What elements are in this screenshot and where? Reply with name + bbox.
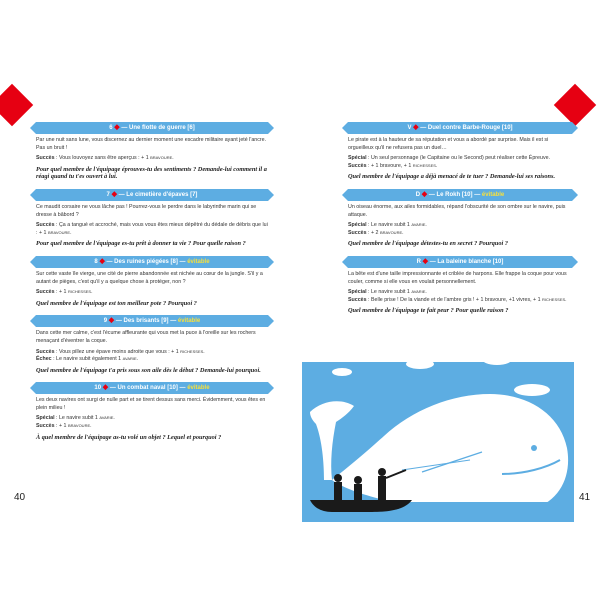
result-line: Succès : + 1 bravoure. (36, 423, 92, 430)
challenge-section (36, 382, 268, 441)
challenge-text: Un oiseau énorme, aux ailes formidables, répand l'obscurité de son ombre sur le navire, puis attaque. (348, 203, 566, 218)
challenge-title: Un combat naval [10] (117, 385, 178, 392)
challenge-banner: R ◆ — La baleine blanche [10] (348, 256, 572, 268)
challenge-section (348, 122, 572, 181)
challenge-title: Le cimetière d'épaves [7] (126, 191, 198, 198)
crew-question: Pour quel membre de l'équipage es-tu prêt à donner ta vie ? Pour quelle raison ? (36, 240, 246, 248)
result-line: Spécial : Le navire subit 1 avarie. (348, 289, 427, 296)
diamond-suit-icon (554, 84, 596, 126)
challenge-text: Les deux navires ont surgi de nulle part et se tirent dessus sans merci. Évidemment, vous êtes en plein milieu ! (36, 397, 266, 411)
challenge-section (36, 315, 268, 374)
challenge-text: Ce maudit corsaire ne vous lâche pas ! Pourrez-vous le perdre dans le labyrinthe marin qui se dresse à bâbord ? (36, 203, 257, 218)
result-line: Succès : Vous pillez une épave moins adroite que vous : + 1 richesses. (36, 348, 205, 355)
diamond-suit-icon: ◆ (421, 190, 428, 198)
challenge-text: Par une nuit sans lune, vous discernez au dernier moment une escadre militaire ayant jeté l'ancre. Pas un bruit ! (36, 137, 267, 151)
result-line: Spécial : Le navire subit 1 avarie. (36, 415, 115, 422)
diamond-suit-icon: ◆ (108, 317, 115, 325)
challenge-section (36, 256, 268, 307)
whale-hunt-illustration (302, 352, 574, 522)
diamond-suit-icon (0, 84, 33, 126)
challenge-title: Duel contre Barbe-Rouge [10] (427, 125, 513, 131)
result-line: Succès : Ça a tangué et accroché, mais vous vous êtes mieux dépêtré du dédale de débris que lui : + 1 bravoure. (36, 222, 268, 236)
card-rank: 8 (94, 258, 98, 265)
result-line: Succès : Vous louvoyez sans être aperçus : + 1 bravoure. (36, 155, 174, 162)
page-number: 40 (14, 492, 26, 503)
evitable-tag: évitable (187, 258, 210, 265)
right-page (302, 0, 605, 605)
evitable-tag: évitable (187, 385, 210, 392)
right-column (348, 122, 572, 323)
challenge-section (36, 189, 268, 248)
challenge-section (348, 189, 572, 248)
diamond-suit-icon: ◆ (102, 384, 109, 392)
card-rank: 10 (94, 385, 102, 392)
crew-question: Quel membre de l'équipage t'a pris sous son aile dès le début ? Demande-lui pourquoi. (36, 366, 261, 374)
challenge-text: Dans cette mer calme, c'est l'écume affleurante qui vous met la puce à l'oreille sur les rochers menaçant d'éventrer la coque. (36, 330, 256, 344)
challenge-text: La bête est d'une taille impressionnante et criblée de harpons. Elle frappe la coque pour vous couler, comme si elle vous en voulait personnellement. (348, 270, 567, 285)
left-column (36, 122, 268, 449)
card-rank: 7 (106, 191, 110, 198)
card-rank: V (407, 125, 412, 131)
diamond-suit-icon: ◆ (422, 257, 429, 265)
result-line: Succès : + 1 bravoure, + 1 richesses. (348, 162, 438, 169)
challenge-title: Une flotte de guerre [6] (129, 125, 195, 131)
challenge-banner: D ◆ — Le Rokh [10] — évitable (348, 189, 572, 201)
crew-question: Pour quel membre de l'équipage éprouves-tu des sentiments ? Demande-lui comment il a réagi quand tu t'es ouvert à lui. (36, 165, 267, 181)
challenge-title: Le Rokh [10] (436, 191, 473, 198)
diamond-suit-icon: ◆ (413, 124, 419, 131)
challenge-text: Le pirate est à la hauteur de sa réputation et vous a abordé par surprise. Mais il est si orgueilleux qu'il ne refusera pas un duel… (348, 137, 549, 151)
evitable-tag: évitable (177, 318, 201, 325)
challenge-banner: 8 ◆ — Des ruines piégées [8] — évitable (36, 256, 268, 268)
result-line: Succès : + 2 bravoure. (348, 229, 404, 236)
crew-question: Quel membre de l'équipage est ton meilleur pote ? Pourquoi ? (36, 299, 197, 307)
result-line: Échec : Le navire subit également 1 avarie. (36, 356, 139, 363)
diamond-suit-icon: ◆ (114, 124, 120, 131)
challenge-section (348, 256, 572, 315)
challenge-title: Des ruines piégées [8] (114, 258, 178, 265)
crew-question: Quel membre de l'équipage détestes-tu en secret ? Pourquoi ? (348, 240, 509, 248)
crew-question: À quel membre de l'équipage as-tu volé un objet ? Lequel et pourquoi ? (36, 433, 222, 441)
challenge-section (36, 122, 268, 181)
challenge-banner: 9 ◆ — Des brisants [9] — évitable (36, 315, 268, 327)
challenge-title: Des brisants [9] (123, 318, 169, 325)
result-line: Spécial : Le navire subit 1 avarie. (348, 222, 427, 229)
challenge-banner: V ◆ — Duel contre Barbe-Rouge [10] (348, 122, 572, 134)
crew-question: Quel membre de l'équipage a déjà menacé de te tuer ? Demande-lui ses raisons. (348, 173, 556, 181)
challenge-title: La baleine blanche [10] (437, 258, 504, 265)
card-rank: 6 (109, 125, 113, 131)
left-page (0, 0, 302, 605)
card-rank: D (415, 191, 421, 198)
diamond-suit-icon: ◆ (111, 190, 117, 198)
evitable-tag: évitable (481, 191, 505, 198)
card-rank: R (416, 258, 421, 265)
page-number: 41 (579, 492, 591, 503)
result-line: Succès : + 1 richesses. (36, 289, 93, 296)
result-line: Succès : Belle prise ! De la viande et de l'ambre gris ! + 1 bravoure, +1 vivres, + 1 richesses. (348, 296, 567, 303)
result-line: Spécial : Un seul personnage (le Capitaine ou le Second) peut réaliser cette Épreuve. (348, 155, 551, 162)
challenge-banner: 6 ◆ — Une flotte de guerre [6] (36, 122, 268, 134)
challenge-banner: 10 ◆ — Un combat naval [10] — évitable (36, 382, 268, 394)
challenge-banner: 7 ◆ — Le cimetière d'épaves [7] (36, 189, 268, 201)
challenge-text: Sur cette vaste île vierge, une cité de pierre abandonnée est nichée au cœur de la jungle. S'il y a autant de pièges, c'est qu'il y a quelque chose à protéger, non ? (36, 270, 263, 285)
card-rank: 9 (103, 318, 108, 325)
crew-question: Quel membre de l'équipage te fait peur ? Pour quelle raison ? (348, 307, 509, 315)
diamond-suit-icon: ◆ (99, 257, 105, 265)
